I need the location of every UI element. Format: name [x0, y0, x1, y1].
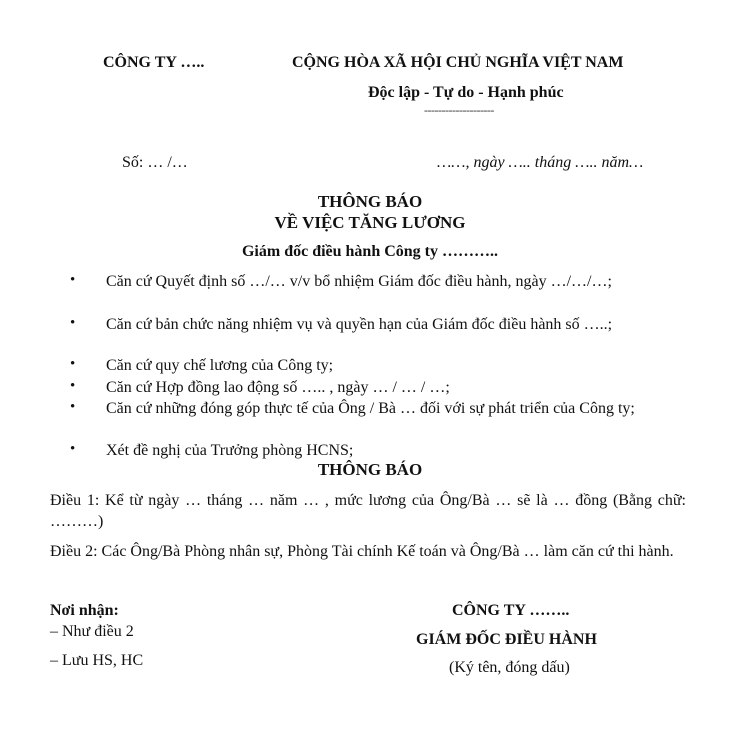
list-item: Xét đề nghị của Trưởng phòng HCNS;: [106, 442, 354, 459]
signature-title: GIÁM ĐỐC ĐIỀU HÀNH: [416, 631, 597, 648]
list-item: Căn cứ quy chế lương của Công ty;: [106, 357, 334, 374]
bullet-icon: •: [70, 378, 76, 394]
document-number: Số: … /…: [122, 154, 188, 171]
list-item: Căn cứ Hợp đồng lao động số ….. , ngày … / … / …;: [106, 379, 450, 396]
document-title: THÔNG BÁO: [317, 192, 423, 211]
signature-company: CÔNG TY ……..: [452, 602, 570, 619]
document-date: ……, ngày ….. tháng ….. năm…: [437, 154, 644, 171]
article-1: Điều 1: Kể từ ngày … tháng … năm … , mức lương của Ông/Bà … sẽ là … đồng (Bằng chữ: ………): [50, 492, 686, 530]
bullet-icon: •: [70, 441, 76, 457]
document-subtitle: VỀ VIỆC TĂNG LƯƠNG: [274, 213, 466, 232]
recipients-label: Nơi nhận:: [50, 602, 119, 619]
bullet-icon: •: [70, 315, 76, 331]
article-2: Điều 2: Các Ông/Bà Phòng nhân sự, Phòng Tài chính Kế toán và Ông/Bà … làm căn cứ thi hành.: [50, 543, 674, 560]
bullet-icon: •: [70, 356, 76, 372]
list-item: Căn cứ Quyết định số …/… v/v bổ nhiệm Giám đốc điều hành, ngày …/…/…;: [106, 273, 612, 290]
company-name: CÔNG TY …..: [103, 54, 205, 71]
announcement-heading: THÔNG BÁO: [317, 460, 423, 479]
bullet-icon: •: [70, 399, 76, 415]
list-item: Căn cứ bản chức năng nhiệm vụ và quyền hạn của Giám đốc điều hành số …..;: [106, 316, 613, 333]
recipient-item: – Như điều 2: [50, 623, 134, 640]
recipient-item: – Lưu HS, HC: [50, 652, 144, 669]
bullet-icon: •: [70, 272, 76, 288]
list-item: Căn cứ những đóng góp thực tế của Ông / Bà … đối với sự phát triển của Công ty;: [106, 400, 635, 417]
national-motto: Độc lập - Tự do - Hạnh phúc: [368, 84, 564, 101]
issuer-line: Giám đốc điều hành Công ty ………..: [241, 243, 499, 260]
motto-underline: --------------------: [424, 103, 494, 117]
signature-note: (Ký tên, đóng dấu): [449, 659, 570, 676]
national-title: CỘNG HÒA XÃ HỘI CHỦ NGHĨA VIỆT NAM: [292, 54, 624, 71]
